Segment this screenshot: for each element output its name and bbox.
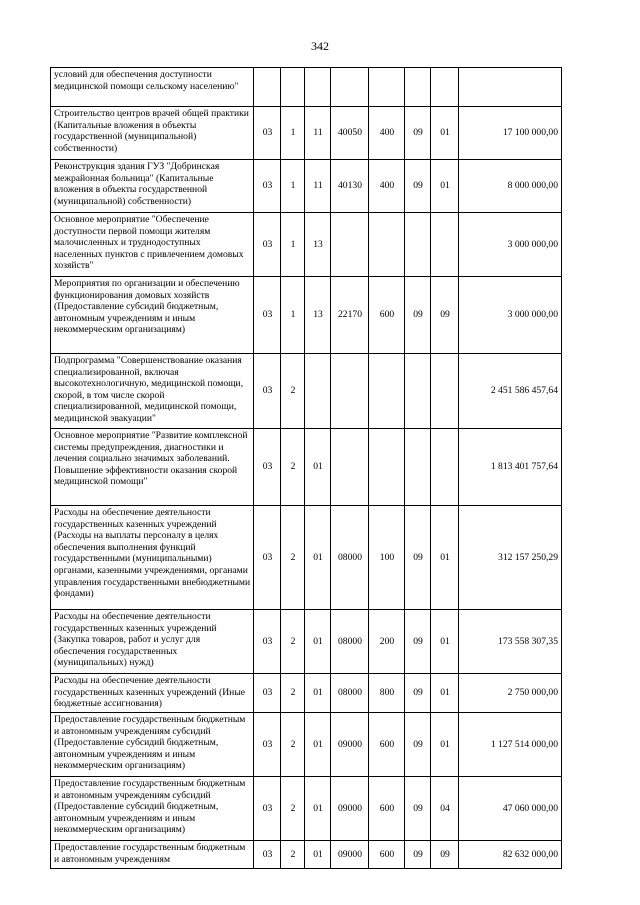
row-code-2: 1 (281, 213, 305, 277)
row-code-5: 600 (369, 277, 405, 354)
row-code-4 (331, 429, 369, 506)
row-name: Мероприятия по организации и обеспечению функционирования домовых хозяйств (Предоставление субсидий бюджетным, автономным учреждениям и иным некоммерческим организациям) (51, 277, 254, 354)
row-code-5: 400 (369, 107, 405, 160)
row-code-4 (331, 213, 369, 277)
row-amount: 2 451 586 457,64 (459, 354, 562, 429)
row-code-5 (369, 68, 405, 107)
row-code-4: 09000 (331, 713, 369, 777)
row-section (405, 68, 431, 107)
row-amount: 47 060 000,00 (459, 777, 562, 841)
row-code-4: 40050 (331, 107, 369, 160)
row-code-4: 09000 (331, 841, 369, 869)
row-code-2: 2 (281, 506, 305, 610)
row-section (405, 429, 431, 506)
row-code-5 (369, 213, 405, 277)
row-code-1: 03 (254, 213, 281, 277)
table-row (51, 777, 562, 841)
row-code-5: 600 (369, 841, 405, 869)
row-section: 09 (405, 277, 431, 354)
row-code-1 (254, 68, 281, 107)
table-row (51, 713, 562, 777)
row-code-1: 03 (254, 107, 281, 160)
row-amount (459, 68, 562, 107)
row-code-1: 03 (254, 777, 281, 841)
row-code-3 (305, 354, 331, 429)
row-subsection (431, 429, 459, 506)
table-row (51, 68, 562, 107)
row-subsection: 09 (431, 277, 459, 354)
row-section: 09 (405, 610, 431, 674)
row-subsection (431, 213, 459, 277)
row-name: Расходы на обеспечение деятельности государственных казенных учреждений (Закупка товаров, работ и услуг для обеспечения государственных (муниципальных) нужд) (51, 610, 254, 674)
row-amount: 1 813 401 757,64 (459, 429, 562, 506)
table-row (51, 213, 562, 277)
row-code-3: 01 (305, 674, 331, 713)
row-subsection: 01 (431, 674, 459, 713)
row-subsection (431, 68, 459, 107)
row-section: 09 (405, 107, 431, 160)
row-code-3: 01 (305, 713, 331, 777)
row-code-1: 03 (254, 610, 281, 674)
row-subsection: 01 (431, 713, 459, 777)
row-code-2: 2 (281, 354, 305, 429)
row-subsection: 01 (431, 160, 459, 213)
row-section: 09 (405, 777, 431, 841)
row-code-1: 03 (254, 841, 281, 869)
row-section (405, 354, 431, 429)
table-row (51, 429, 562, 506)
table-row (51, 354, 562, 429)
row-subsection: 04 (431, 777, 459, 841)
row-code-4: 09000 (331, 777, 369, 841)
row-subsection: 01 (431, 107, 459, 160)
row-code-2: 2 (281, 777, 305, 841)
row-code-3: 13 (305, 277, 331, 354)
row-name: Реконструкция здания ГУЗ "Добринская межрайонная больница" (Капитальные вложения в объекты государственной (муниципальной) собственности) (51, 160, 254, 213)
row-code-2: 1 (281, 277, 305, 354)
row-name: Предоставление государственным бюджетным и автономным учреждениям субсидий (Предоставление субсидий бюджетным, автономным учреждениям и иным некоммерческим организациям) (51, 777, 254, 841)
row-code-2: 2 (281, 674, 305, 713)
row-amount: 173 558 307,35 (459, 610, 562, 674)
row-code-5: 200 (369, 610, 405, 674)
row-name: Расходы на обеспечение деятельности государственных казенных учреждений (Иные бюджетные ассигнования) (51, 674, 254, 713)
row-code-3 (305, 68, 331, 107)
row-name: условий для обеспечения доступности медицинской помощи сельскому населению" (51, 68, 254, 107)
row-subsection: 01 (431, 610, 459, 674)
row-code-5 (369, 354, 405, 429)
row-section (405, 213, 431, 277)
row-code-5: 400 (369, 160, 405, 213)
table-row (51, 610, 562, 674)
page-number: 342 (311, 39, 329, 53)
row-subsection: 09 (431, 841, 459, 869)
row-name: Основное мероприятие "Обеспечение доступности первой помощи жителям малочисленных и труднодоступных населенных пунктов с привлечением домовых хозяйств" (51, 213, 254, 277)
row-name: Предоставление государственным бюджетным и автономным учреждениям субсидий (Предоставление субсидий бюджетным, автономным учреждениям и иным некоммерческим организациям) (51, 713, 254, 777)
row-code-1: 03 (254, 429, 281, 506)
row-code-2: 2 (281, 841, 305, 869)
row-code-5: 800 (369, 674, 405, 713)
row-amount: 2 750 000,00 (459, 674, 562, 713)
row-code-1: 03 (254, 674, 281, 713)
row-section: 09 (405, 674, 431, 713)
row-code-5: 600 (369, 713, 405, 777)
row-code-4 (331, 354, 369, 429)
row-code-1: 03 (254, 506, 281, 610)
table-row (51, 841, 562, 869)
row-code-2: 2 (281, 713, 305, 777)
row-amount: 312 157 250,29 (459, 506, 562, 610)
row-code-2: 2 (281, 429, 305, 506)
row-code-4: 08000 (331, 506, 369, 610)
row-name: Подпрограмма "Совершенствование оказания специализированной, включая высокотехнологичную, медицинской помощи, скорой, в том числе скорой специализированной, медицинской помощи, медицинской эвакуации" (51, 354, 254, 429)
row-code-3: 01 (305, 506, 331, 610)
row-name: Основное мероприятие "Развитие комплексной системы предупреждения, диагностики и лечения социально значимых заболеваний. Повышение эффективности оказания скорой медицинской помощи" (51, 429, 254, 506)
row-code-1: 03 (254, 713, 281, 777)
row-code-4: 40130 (331, 160, 369, 213)
row-code-5: 100 (369, 506, 405, 610)
row-code-4: 22170 (331, 277, 369, 354)
row-code-3: 01 (305, 777, 331, 841)
row-code-1: 03 (254, 160, 281, 213)
row-amount: 8 000 000,00 (459, 160, 562, 213)
row-code-1: 03 (254, 354, 281, 429)
table-row (51, 506, 562, 610)
row-section: 09 (405, 506, 431, 610)
row-code-3: 01 (305, 429, 331, 506)
row-amount: 17 100 000,00 (459, 107, 562, 160)
row-code-5: 600 (369, 777, 405, 841)
table-row (51, 160, 562, 213)
table-body (51, 68, 562, 869)
row-code-3: 13 (305, 213, 331, 277)
row-code-2: 1 (281, 160, 305, 213)
row-section: 09 (405, 713, 431, 777)
row-amount: 1 127 514 000,00 (459, 713, 562, 777)
row-section: 09 (405, 841, 431, 869)
table-row (51, 674, 562, 713)
row-subsection: 01 (431, 506, 459, 610)
row-name: Предоставление государственным бюджетным и автономным учреждениям (51, 841, 254, 869)
table-row (51, 107, 562, 160)
row-amount: 3 000 000,00 (459, 277, 562, 354)
table-row (51, 277, 562, 354)
row-name: Строительство центров врачей общей практики (Капитальные вложения в объекты государственной (муниципальной) собственности) (51, 107, 254, 160)
row-code-1: 03 (254, 277, 281, 354)
row-code-3: 11 (305, 107, 331, 160)
row-code-2: 1 (281, 107, 305, 160)
row-amount: 82 632 000,00 (459, 841, 562, 869)
row-code-2 (281, 68, 305, 107)
budget-table (50, 67, 562, 869)
row-code-4: 08000 (331, 674, 369, 713)
row-amount: 3 000 000,00 (459, 213, 562, 277)
row-code-2: 2 (281, 610, 305, 674)
row-code-3: 11 (305, 160, 331, 213)
row-code-4 (331, 68, 369, 107)
row-code-5 (369, 429, 405, 506)
row-name: Расходы на обеспечение деятельности государственных казенных учреждений (Расходы на выплаты персоналу в целях обеспечения выполнения функций государственными (муниципальными) органами, казенными учреждениями, органами управления государственными внебюджетными фондами) (51, 506, 254, 610)
row-code-3: 01 (305, 841, 331, 869)
row-section: 09 (405, 160, 431, 213)
row-code-3: 01 (305, 610, 331, 674)
row-code-4: 08000 (331, 610, 369, 674)
row-subsection (431, 354, 459, 429)
